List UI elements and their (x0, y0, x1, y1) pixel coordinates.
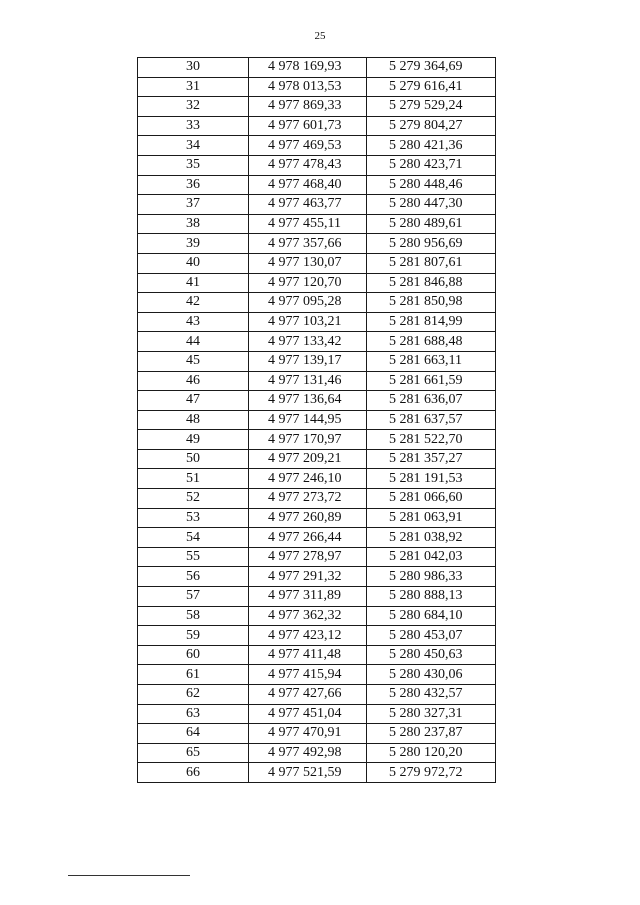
y-coordinate-cell: 5 280 327,31 (367, 704, 496, 724)
point-number-cell: 63 (138, 704, 249, 724)
point-number-cell: 37 (138, 195, 249, 215)
table-row (138, 626, 496, 646)
table-row (138, 469, 496, 489)
table-row (138, 763, 496, 783)
x-coordinate-cell: 4 977 469,53 (249, 136, 367, 156)
y-coordinate-cell: 5 281 636,07 (367, 391, 496, 411)
y-coordinate-cell: 5 281 661,59 (367, 371, 496, 391)
y-coordinate-cell: 5 279 804,27 (367, 116, 496, 136)
table-row (138, 253, 496, 273)
y-coordinate-cell: 5 281 042,03 (367, 547, 496, 567)
y-coordinate-cell: 5 281 063,91 (367, 508, 496, 528)
x-coordinate-cell: 4 977 468,40 (249, 175, 367, 195)
y-coordinate-cell: 5 281 846,88 (367, 273, 496, 293)
point-number-cell: 61 (138, 665, 249, 685)
x-coordinate-cell: 4 977 492,98 (249, 743, 367, 763)
x-coordinate-cell: 4 977 478,43 (249, 155, 367, 175)
point-number-cell: 33 (138, 116, 249, 136)
table-row (138, 312, 496, 332)
y-coordinate-cell: 5 280 447,30 (367, 195, 496, 215)
y-coordinate-cell: 5 280 450,63 (367, 645, 496, 665)
y-coordinate-cell: 5 280 120,20 (367, 743, 496, 763)
y-coordinate-cell: 5 281 038,92 (367, 528, 496, 548)
y-coordinate-cell: 5 280 237,87 (367, 724, 496, 744)
point-number-cell: 49 (138, 430, 249, 450)
point-number-cell: 60 (138, 645, 249, 665)
x-coordinate-cell: 4 977 463,77 (249, 195, 367, 215)
x-coordinate-cell: 4 977 470,91 (249, 724, 367, 744)
y-coordinate-cell: 5 280 489,61 (367, 214, 496, 234)
y-coordinate-cell: 5 281 522,70 (367, 430, 496, 450)
table-row (138, 273, 496, 293)
x-coordinate-cell: 4 977 415,94 (249, 665, 367, 685)
table-row (138, 214, 496, 234)
x-coordinate-cell: 4 977 601,73 (249, 116, 367, 136)
y-coordinate-cell: 5 281 807,61 (367, 253, 496, 273)
table-row (138, 587, 496, 607)
table-row (138, 489, 496, 509)
table-row (138, 508, 496, 528)
x-coordinate-cell: 4 977 260,89 (249, 508, 367, 528)
x-coordinate-cell: 4 977 278,97 (249, 547, 367, 567)
table-row (138, 704, 496, 724)
point-number-cell: 42 (138, 293, 249, 313)
x-coordinate-cell: 4 977 411,48 (249, 645, 367, 665)
x-coordinate-cell: 4 977 133,42 (249, 332, 367, 352)
point-number-cell: 35 (138, 155, 249, 175)
coordinates-table (137, 57, 496, 783)
x-coordinate-cell: 4 977 362,32 (249, 606, 367, 626)
point-number-cell: 30 (138, 58, 249, 78)
point-number-cell: 53 (138, 508, 249, 528)
y-coordinate-cell: 5 280 453,07 (367, 626, 496, 646)
y-coordinate-cell: 5 281 688,48 (367, 332, 496, 352)
y-coordinate-cell: 5 281 663,11 (367, 351, 496, 371)
y-coordinate-cell: 5 280 986,33 (367, 567, 496, 587)
x-coordinate-cell: 4 977 266,44 (249, 528, 367, 548)
point-number-cell: 64 (138, 724, 249, 744)
x-coordinate-cell: 4 977 103,21 (249, 312, 367, 332)
table-row (138, 724, 496, 744)
y-coordinate-cell: 5 280 421,36 (367, 136, 496, 156)
x-coordinate-cell: 4 977 291,32 (249, 567, 367, 587)
table-row (138, 195, 496, 215)
point-number-cell: 59 (138, 626, 249, 646)
point-number-cell: 55 (138, 547, 249, 567)
point-number-cell: 52 (138, 489, 249, 509)
point-number-cell: 58 (138, 606, 249, 626)
y-coordinate-cell: 5 281 637,57 (367, 410, 496, 430)
x-coordinate-cell: 4 977 455,11 (249, 214, 367, 234)
x-coordinate-cell: 4 977 144,95 (249, 410, 367, 430)
point-number-cell: 65 (138, 743, 249, 763)
table-row (138, 155, 496, 175)
table-row (138, 743, 496, 763)
point-number-cell: 57 (138, 587, 249, 607)
point-number-cell: 54 (138, 528, 249, 548)
x-coordinate-cell: 4 977 130,07 (249, 253, 367, 273)
page-number: 25 (314, 30, 326, 42)
y-coordinate-cell: 5 281 814,99 (367, 312, 496, 332)
point-number-cell: 51 (138, 469, 249, 489)
table-row (138, 58, 496, 78)
x-coordinate-cell: 4 977 273,72 (249, 489, 367, 509)
point-number-cell: 45 (138, 351, 249, 371)
y-coordinate-cell: 5 279 616,41 (367, 77, 496, 97)
point-number-cell: 47 (138, 391, 249, 411)
point-number-cell: 44 (138, 332, 249, 352)
y-coordinate-cell: 5 281 191,53 (367, 469, 496, 489)
table-row (138, 97, 496, 117)
point-number-cell: 56 (138, 567, 249, 587)
x-coordinate-cell: 4 977 136,64 (249, 391, 367, 411)
y-coordinate-cell: 5 280 430,06 (367, 665, 496, 685)
x-coordinate-cell: 4 977 357,66 (249, 234, 367, 254)
point-number-cell: 32 (138, 97, 249, 117)
point-number-cell: 62 (138, 685, 249, 705)
table-row (138, 351, 496, 371)
table-row (138, 371, 496, 391)
x-coordinate-cell: 4 977 423,12 (249, 626, 367, 646)
table-row (138, 665, 496, 685)
point-number-cell: 41 (138, 273, 249, 293)
point-number-cell: 36 (138, 175, 249, 195)
x-coordinate-cell: 4 977 131,46 (249, 371, 367, 391)
table-row (138, 685, 496, 705)
table-row (138, 449, 496, 469)
table-row (138, 430, 496, 450)
table-row (138, 77, 496, 97)
table-row (138, 645, 496, 665)
y-coordinate-cell: 5 279 529,24 (367, 97, 496, 117)
coordinates-table-body (138, 58, 496, 783)
table-row (138, 332, 496, 352)
table-row (138, 293, 496, 313)
y-coordinate-cell: 5 279 972,72 (367, 763, 496, 783)
table-row (138, 391, 496, 411)
point-number-cell: 46 (138, 371, 249, 391)
y-coordinate-cell: 5 281 066,60 (367, 489, 496, 509)
x-coordinate-cell: 4 977 246,10 (249, 469, 367, 489)
y-coordinate-cell: 5 280 448,46 (367, 175, 496, 195)
table-row (138, 410, 496, 430)
x-coordinate-cell: 4 977 521,59 (249, 763, 367, 783)
x-coordinate-cell: 4 977 869,33 (249, 97, 367, 117)
point-number-cell: 48 (138, 410, 249, 430)
table-row (138, 547, 496, 567)
x-coordinate-cell: 4 977 311,89 (249, 587, 367, 607)
table-row (138, 136, 496, 156)
table-row (138, 175, 496, 195)
x-coordinate-cell: 4 978 013,53 (249, 77, 367, 97)
point-number-cell: 31 (138, 77, 249, 97)
table-row (138, 234, 496, 254)
y-coordinate-cell: 5 280 888,13 (367, 587, 496, 607)
table-row (138, 567, 496, 587)
x-coordinate-cell: 4 978 169,93 (249, 58, 367, 78)
y-coordinate-cell: 5 281 850,98 (367, 293, 496, 313)
y-coordinate-cell: 5 281 357,27 (367, 449, 496, 469)
x-coordinate-cell: 4 977 095,28 (249, 293, 367, 313)
point-number-cell: 39 (138, 234, 249, 254)
point-number-cell: 34 (138, 136, 249, 156)
table-row (138, 606, 496, 626)
footnote-separator (68, 875, 190, 876)
point-number-cell: 50 (138, 449, 249, 469)
y-coordinate-cell: 5 280 684,10 (367, 606, 496, 626)
point-number-cell: 38 (138, 214, 249, 234)
table-row (138, 116, 496, 136)
table-row (138, 528, 496, 548)
y-coordinate-cell: 5 280 956,69 (367, 234, 496, 254)
y-coordinate-cell: 5 280 432,57 (367, 685, 496, 705)
x-coordinate-cell: 4 977 427,66 (249, 685, 367, 705)
y-coordinate-cell: 5 279 364,69 (367, 58, 496, 78)
x-coordinate-cell: 4 977 120,70 (249, 273, 367, 293)
x-coordinate-cell: 4 977 451,04 (249, 704, 367, 724)
x-coordinate-cell: 4 977 139,17 (249, 351, 367, 371)
y-coordinate-cell: 5 280 423,71 (367, 155, 496, 175)
point-number-cell: 43 (138, 312, 249, 332)
x-coordinate-cell: 4 977 170,97 (249, 430, 367, 450)
point-number-cell: 40 (138, 253, 249, 273)
x-coordinate-cell: 4 977 209,21 (249, 449, 367, 469)
point-number-cell: 66 (138, 763, 249, 783)
